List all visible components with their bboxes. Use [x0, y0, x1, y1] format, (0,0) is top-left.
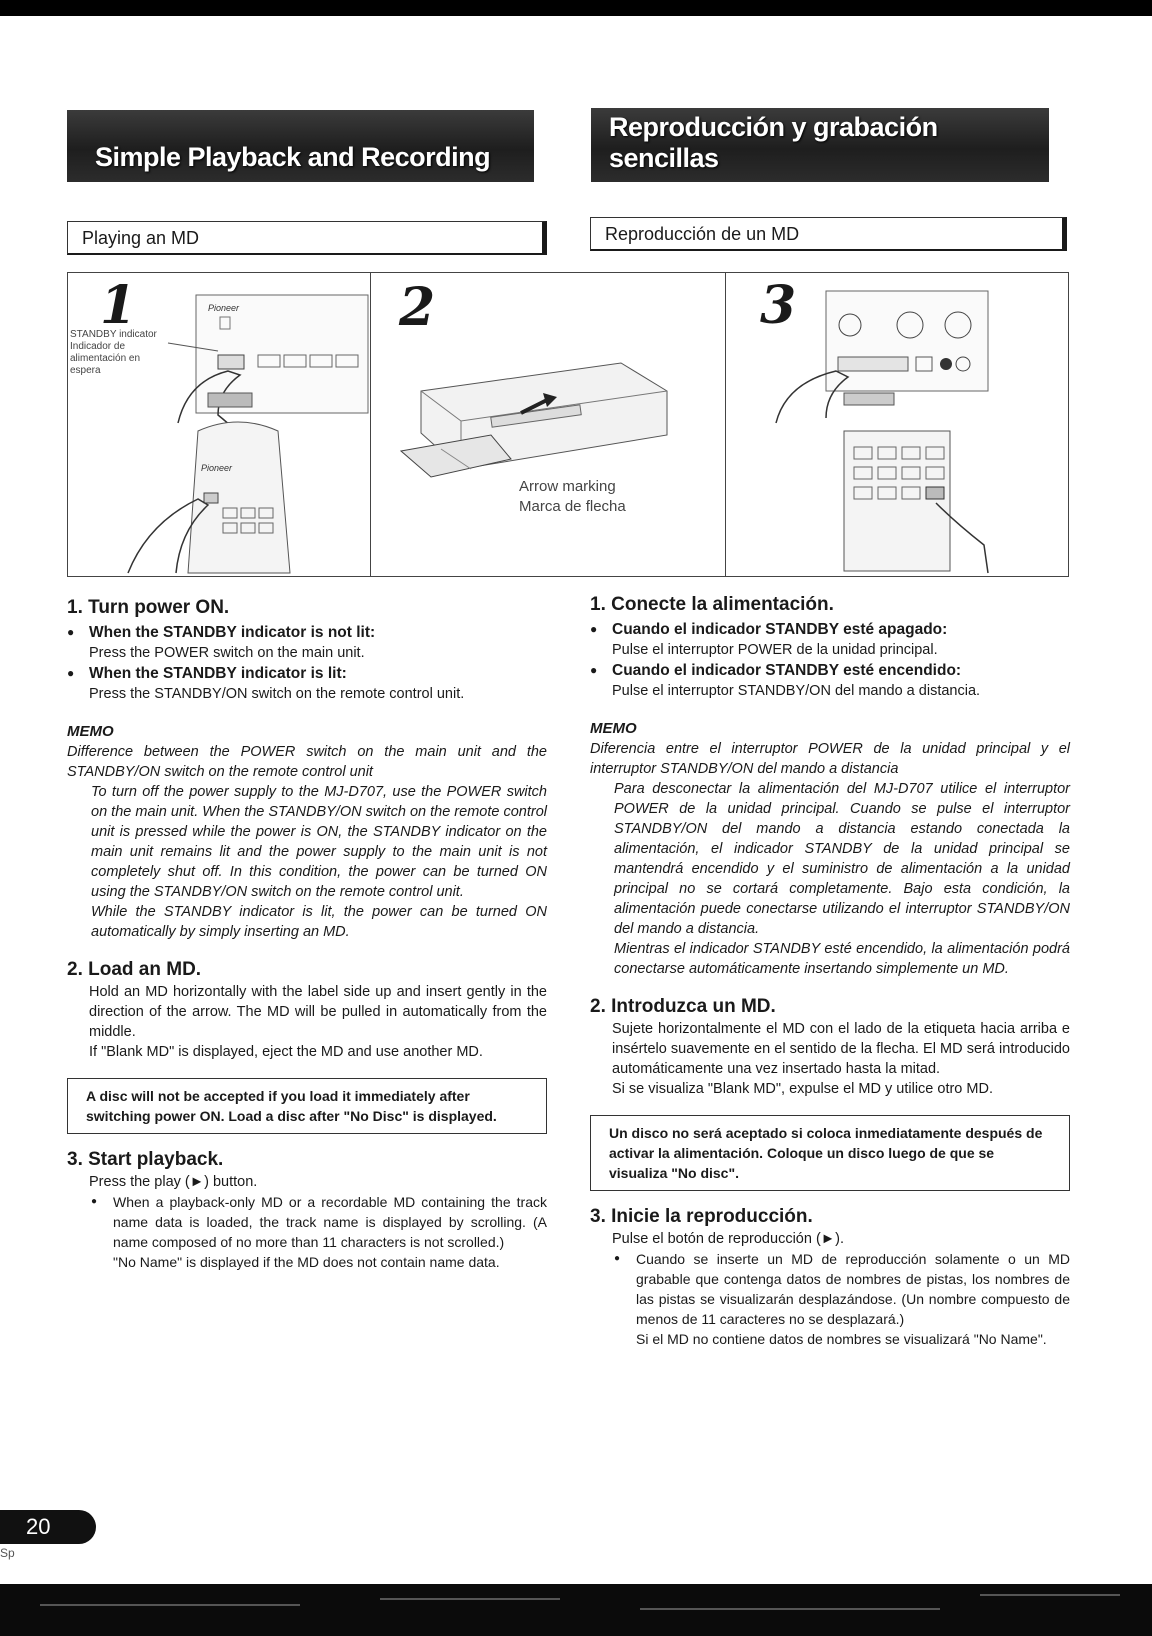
illustration-panel: [67, 272, 1069, 577]
bottom-scan-edge: [0, 1584, 1152, 1636]
memo-intro-es: Diferencia entre el interruptor POWER de la unidad principal y el interruptor STANDBY/ON del mando a distancia: [590, 741, 1070, 777]
md-insertion-drawing: [371, 273, 725, 576]
figure-number-3: 3: [760, 275, 797, 336]
memo-p1-en: To turn off the power supply to the MJ-D707, use the POWER switch on the main unit. When the STANDBY/ON switch on the remote control unit is pressed while the power is ON, the STANDBY indicator on the main unit remains lit and the power supply to the main unit is not completely shut off. In this condition, the power can be turned ON using the STANDBY/ON switch on the remote control unit.: [91, 784, 547, 900]
banner-title-es: Reproducción y grabación sencillas: [609, 112, 938, 173]
step1-title-en: 1. Turn power ON.: [67, 597, 230, 618]
memo-p1-es: Para desconectar la alimentación del MJ-D707 utilice el interruptor POWER de la unidad principal. Cuando se pulse el interruptor STANDBY/ON del mando a distancia estando conectada la alimentación, el indicador STANDBY de la unidad principal se mantendrá encendido y el suministro de alimentación a la unidad principal no se cortará completamente. Bajo esta condición, la alimentación puede conectarse utilizando el interruptor STANDBY/ON del mando a distancia.: [614, 781, 1070, 937]
play-button-drawing: [726, 273, 1068, 576]
step3-bullet-en: ● When a playback-only MD or a recordable MD containing the track name data is loaded, the track name is displayed by scrolling. (A name composed of no more than 11 characters is not scrolled.): [67, 1192, 547, 1252]
step1-title-es: 1. Conecte la alimentación.: [590, 594, 834, 615]
figure-number-2: 2: [399, 277, 436, 338]
subhead-es: Reproducción de un MD: [590, 217, 1067, 251]
step3-title-es: 3. Inicie la reproducción.: [590, 1206, 813, 1227]
top-scan-edge: [0, 0, 1152, 16]
step1-bullet2-text-en: Press the STANDBY/ON switch on the remote control unit.: [89, 686, 465, 702]
step2-p2-es: Si se visualiza "Blank MD", expulse el MD y utilice otro MD.: [612, 1081, 993, 1097]
step1-bullet2-text-es: Pulse el interruptor STANDBY/ON del mando a distancia.: [612, 683, 981, 699]
figure-number-1: 1: [100, 275, 137, 336]
standby-indicator-label: STANDBY indicator Indicador de alimentación en espera: [70, 329, 157, 376]
section-banner-es: [591, 108, 1049, 182]
pioneer-logo-unit: Pioneer: [208, 303, 240, 313]
arrow-marking-caption: Arrow marking Marca de flecha: [519, 478, 626, 515]
figure-panel-3: [726, 273, 1068, 576]
memo-p2-en: While the STANDBY indicator is lit, the power can be turned ON automatically by simply inserting an MD.: [91, 904, 547, 940]
spanish-column: [590, 593, 1070, 1349]
figure-panel-2: [371, 273, 725, 576]
memo-head-es: MEMO: [590, 720, 637, 737]
step3-title-en: 3. Start playback.: [67, 1149, 224, 1170]
subhead-en: Playing an MD: [67, 221, 547, 255]
memo-head-en: MEMO: [67, 723, 114, 740]
step1-bullet1-text-en: Press the POWER switch on the main unit.: [89, 645, 365, 661]
memo-p2-es: Mientras el indicador STANDBY esté encendido, la alimentación podrá conectarse automáticamente insertando simplemente un MD.: [614, 941, 1070, 977]
step3-p1-en: Press the play (►) button.: [89, 1174, 258, 1190]
page-number: 20: [0, 1510, 96, 1544]
step3-bullet-cont-es: Si el MD no contiene datos de nombres se visualizará "No Name".: [636, 1331, 1047, 1347]
step1-bullet2-head-en: ● When the STANDBY indicator is lit:: [67, 663, 547, 684]
banner-title-en: Simple Playback and Recording: [95, 142, 491, 172]
step1-bullet1-text-es: Pulse el interruptor POWER de la unidad principal.: [612, 642, 938, 658]
step3-p1-es: Pulse el botón de reproducción (►).: [612, 1231, 844, 1247]
language-code: Sp: [0, 1546, 15, 1560]
memo-intro-en: Difference between the POWER switch on the main unit and the STANDBY/ON switch on the remote control unit: [67, 744, 547, 780]
section-banner-en: [67, 110, 534, 182]
step3-bullet-es: ● Cuando se inserte un MD de reproducción solamente o un MD grabable que contenga datos de nombres de pistas, los nombres de las pistas se visualizarán desplazándose. (Un nombre compuesto de menos de 11 caracteres no se desplazará.): [590, 1249, 1070, 1329]
note-box-es: Un disco no será aceptado si coloca inmediatamente después de activar la alimentación. Coloque un disco luego de que se visualiza "No disc".: [590, 1115, 1070, 1191]
note-box-en: A disc will not be accepted if you load it immediately after switching power ON. Load a disc after "No Disc" is displayed.: [67, 1078, 547, 1134]
step2-p1-es: Sujete horizontalmente el MD con el lado de la etiqueta hacia arriba e insértelo suavemente en el sentido de la flecha. El MD será introducido automáticamente una vez insertado hasta la mitad.: [612, 1021, 1070, 1077]
step2-title-es: 2. Introduzca un MD.: [590, 996, 776, 1017]
figure-panel-1: [68, 273, 370, 576]
step1-bullet1-head-es: ● Cuando el indicador STANDBY esté apagado:: [590, 619, 1070, 640]
step1-bullet1-head-en: ● When the STANDBY indicator is not lit:: [67, 622, 547, 643]
pioneer-logo-remote: Pioneer: [201, 463, 233, 473]
english-column: [67, 596, 547, 1272]
step3-bullet-cont-en: "No Name" is displayed if the MD does not contain name data.: [113, 1254, 500, 1270]
step2-p2-en: If "Blank MD" is displayed, eject the MD and use another MD.: [89, 1044, 483, 1060]
main-unit-drawing: [68, 273, 370, 576]
step1-bullet2-head-es: ● Cuando el indicador STANDBY esté encendido:: [590, 660, 1070, 681]
step2-title-en: 2. Load an MD.: [67, 959, 202, 980]
step2-p1-en: Hold an MD horizontally with the label side up and insert gently in the direction of the arrow. The MD will be pulled in automatically from the middle.: [89, 984, 547, 1040]
